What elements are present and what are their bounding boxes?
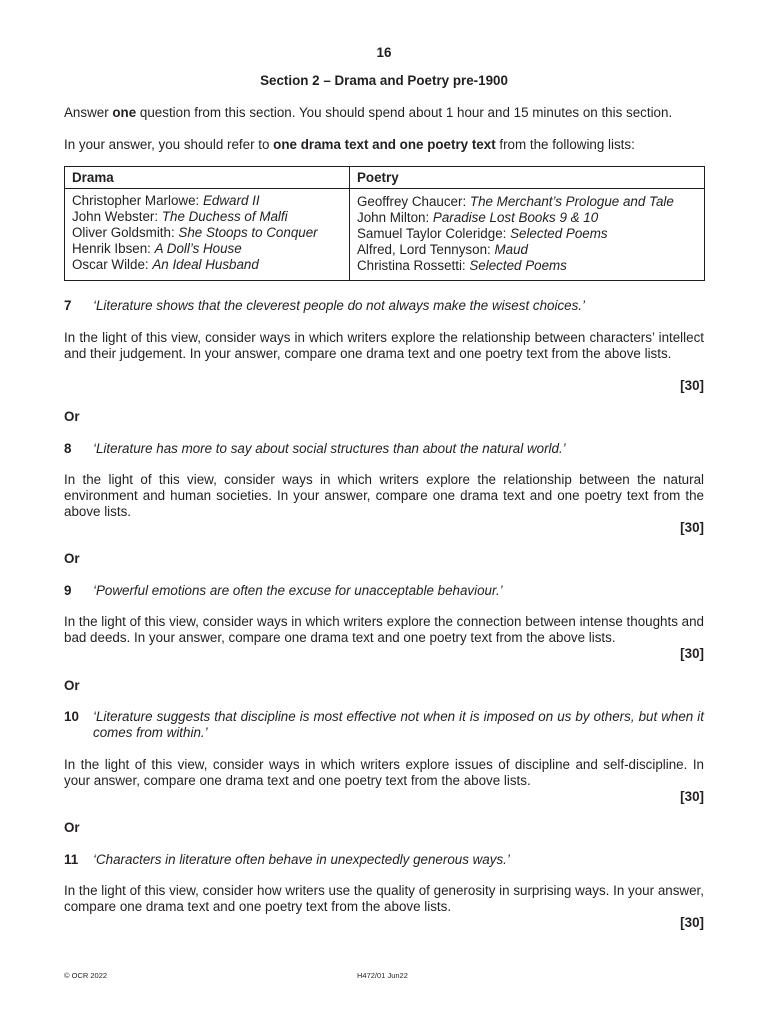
question-number: 7 [64, 298, 72, 313]
instruction-answer-one: Answer one question from this section. You should spend about 1 hour and 15 minutes on this section. [64, 105, 673, 120]
footer-paper-code: H472/01 Jun22 [357, 971, 408, 980]
question-body: In the light of this view, consider ways in which writers explore issues of discipline and self-discipline. In your answer, compare one drama text and one poetry text from the above lists. [64, 757, 704, 788]
question-number: 9 [64, 583, 72, 598]
drama-item: Oscar Wilde: An Ideal Husband [72, 257, 259, 272]
page-number: 16 [376, 45, 392, 60]
question-body: In the light of this view, consider ways in which writers explore the connection between intense thoughts and bad deeds. In your answer, compare one drama text and one poetry text from the above lists. [64, 614, 704, 645]
question-number: 11 [64, 852, 79, 867]
or-separator: Or [64, 678, 80, 693]
set-texts-table [64, 166, 705, 281]
drama-item: Oliver Goldsmith: She Stoops to Conquer [72, 225, 318, 240]
poetry-item: Christina Rossetti: Selected Poems [357, 258, 567, 273]
question-marks: [30] [680, 646, 704, 661]
question-number: 10 [64, 709, 79, 724]
question-body: In the light of this view, consider ways in which writers explore the relationship between the natural environment and human societies. In your answer, compare one drama text and one poetry text from the above lists. [64, 472, 704, 519]
question-marks: [30] [680, 520, 704, 535]
question-quote: ‘Powerful emotions are often the excuse for unacceptable behaviour.’ [93, 583, 503, 598]
section-title: Section 2 – Drama and Poetry pre-1900 [260, 73, 508, 88]
poetry-item: Geoffrey Chaucer: The Merchant’s Prologue and Tale [357, 194, 674, 209]
or-separator: Or [64, 551, 80, 566]
drama-list [65, 189, 350, 281]
question-body: In the light of this view, consider ways in which writers explore the relationship between characters’ intellect and their judgement. In your answer, compare one drama text and one poetry text from the above lists. [64, 330, 704, 361]
question-number: 8 [64, 441, 72, 456]
question-marks: [30] [680, 789, 704, 804]
question-marks: [30] [680, 915, 704, 930]
or-separator: Or [64, 820, 80, 835]
question-body: In the light of this view, consider how writers use the quality of generosity in surprising ways. In your answer, compare one drama text and one poetry text from the above lists. [64, 883, 704, 914]
poetry-header: Poetry [350, 167, 705, 189]
question-quote: ‘Characters in literature often behave in unexpectedly generous ways.’ [93, 852, 510, 867]
poetry-item: John Milton: Paradise Lost Books 9 & 10 [357, 210, 599, 225]
question-quote: ‘Literature has more to say about social structures than about the natural world.’ [93, 441, 566, 456]
poetry-list [350, 189, 705, 281]
question-quote: ‘Literature suggests that discipline is most effective not when it is imposed on us by others, but when it comes from within.’ [93, 709, 704, 740]
poetry-item: Samuel Taylor Coleridge: Selected Poems [357, 226, 608, 241]
or-separator: Or [64, 409, 80, 424]
footer-copyright: © OCR 2022 [64, 971, 108, 980]
drama-item: John Webster: The Duchess of Malfi [72, 209, 288, 224]
drama-item: Christopher Marlowe: Edward II [72, 193, 260, 208]
instruction-refer-texts: In your answer, you should refer to one drama text and one poetry text from the following lists: [64, 137, 635, 152]
question-marks: [30] [680, 378, 704, 393]
drama-item: Henrik Ibsen: A Doll’s House [72, 241, 242, 256]
drama-header: Drama [65, 167, 350, 189]
poetry-item: Alfred, Lord Tennyson: Maud [357, 242, 528, 257]
question-quote: ‘Literature shows that the cleverest people do not always make the wisest choices.’ [93, 298, 585, 313]
